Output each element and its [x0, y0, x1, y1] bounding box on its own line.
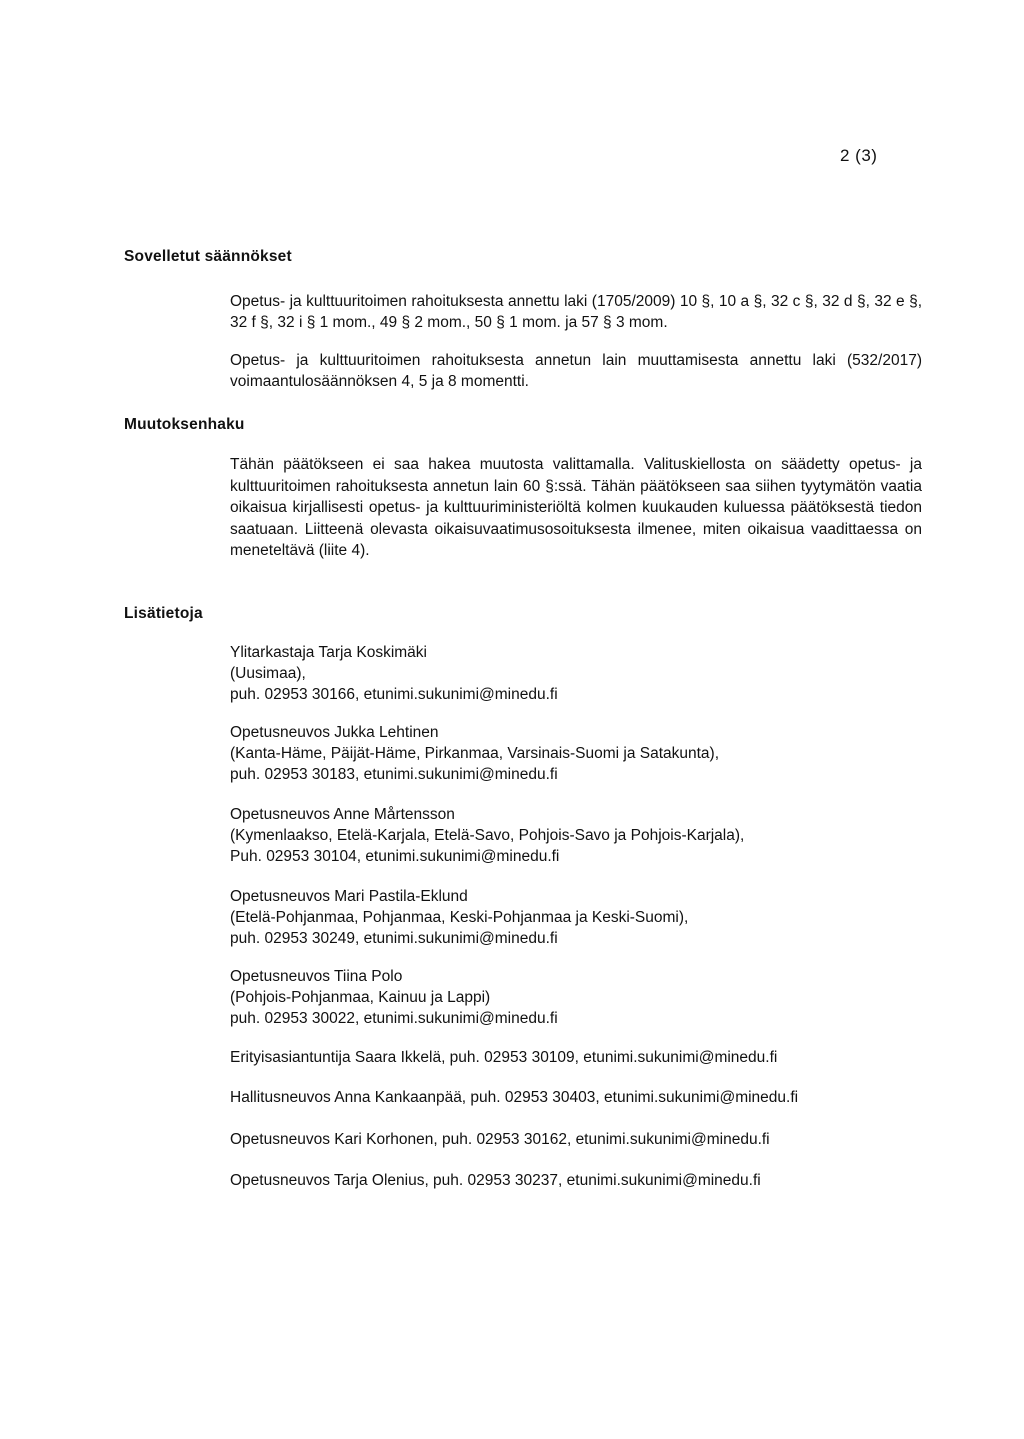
contact-region: (Kanta-Häme, Päijät-Häme, Pirkanmaa, Varsinais-Suomi ja Satakunta), [230, 745, 720, 762]
contact-phone-email: puh. 02953 30166, etunimi.sukunimi@minedu.fi [230, 686, 558, 703]
applied-provisions-paragraph-1: Opetus- ja kulttuuritoimen rahoituksesta annettu laki (1705/2009) 10 §, 10 a §, 32 c §, 32 d §, 32 e §, 32 f §, 32 i § 1 mom., 49 § 2 mom., 50 § 1 mom. ja 57 § 3 mom. [230, 293, 922, 331]
contact-block [230, 966, 930, 1029]
contact-name: Opetusneuvos Tiina Polo [230, 968, 403, 985]
contact-block [230, 642, 930, 705]
contact-region: (Uusimaa), [230, 665, 306, 682]
contact-name: Opetusneuvos Jukka Lehtinen [230, 724, 439, 741]
contact-phone-email: puh. 02953 30183, etunimi.sukunimi@minedu.fi [230, 766, 558, 783]
contact-block [230, 804, 930, 867]
contact-block [230, 886, 930, 949]
contact-phone-email: puh. 02953 30022, etunimi.sukunimi@minedu.fi [230, 1010, 558, 1027]
contact-name: Opetusneuvos Anne Mårtensson [230, 806, 455, 823]
contact-single-line: Opetusneuvos Kari Korhonen, puh. 02953 30162, etunimi.sukunimi@minedu.fi [230, 1131, 770, 1148]
contact-name: Ylitarkastaja Tarja Koskimäki [230, 644, 427, 661]
contact-region: (Kymenlaakso, Etelä-Karjala, Etelä-Savo, Pohjois-Savo ja Pohjois-Karjala), [230, 827, 745, 844]
contact-single-line: Hallitusneuvos Anna Kankaanpää, puh. 02953 30403, etunimi.sukunimi@minedu.fi [230, 1089, 799, 1106]
applied-provisions-paragraph-2: Opetus- ja kulttuuritoimen rahoituksesta annetun lain muuttamisesta annettu laki (532/2017) voimaantulosäännöksen 4, 5 ja 8 momentti. [230, 352, 922, 390]
contact-name: Opetusneuvos Mari Pastila-Eklund [230, 888, 468, 905]
heading-lisatietoja: Lisätietoja [124, 605, 203, 622]
appeal-paragraph: Tähän päätökseen ei saa hakea muutosta valittamalla. Valituskiellosta on säädetty opetus- ja kulttuuritoimen rahoituksesta annetun lain 60 §:ssä. Tähän päätökseen saa siihen tyytymätön vaatia oikaisua kirjallisesti opetus- ja kulttuuriministeriöltä kolmen kuukauden kuluessa päätöksestä tiedon saatuaan. Liitteenä olevasta oikaisuvaatimusosoituksesta ilmenee, miten oikaisua vaadittaessa on meneteltävä (liite 4). [230, 456, 922, 559]
contact-single-line: Erityisasiantuntija Saara Ikkelä, puh. 02953 30109, etunimi.sukunimi@minedu.fi [230, 1049, 778, 1066]
page-number: 2 (3) [840, 146, 878, 165]
contact-single-line: Opetusneuvos Tarja Olenius, puh. 02953 30237, etunimi.sukunimi@minedu.fi [230, 1172, 761, 1189]
heading-sovelletut-saannokset: Sovelletut säännökset [124, 248, 292, 265]
contact-region: (Etelä-Pohjanmaa, Pohjanmaa, Keski-Pohjanmaa ja Keski-Suomi), [230, 909, 689, 926]
contact-region: (Pohjois-Pohjanmaa, Kainuu ja Lappi) [230, 989, 491, 1006]
heading-muutoksenhaku: Muutoksenhaku [124, 416, 245, 433]
contact-phone-email: puh. 02953 30249, etunimi.sukunimi@minedu.fi [230, 930, 558, 947]
contact-phone-email: Puh. 02953 30104, etunimi.sukunimi@minedu.fi [230, 848, 560, 865]
contact-block [230, 722, 930, 785]
